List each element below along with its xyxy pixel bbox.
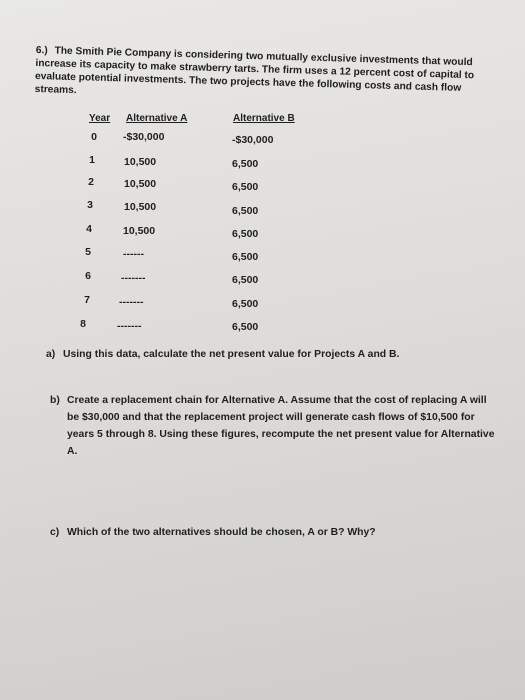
table-row-alt-a: ------	[123, 248, 144, 260]
table-row-alt-a: 10,500	[124, 178, 157, 190]
part-b-label: b)	[50, 395, 60, 406]
table-row-alt-b: 6,500	[232, 274, 259, 286]
table-row-alt-a: 10,500	[124, 156, 157, 168]
question-intro-text: The Smith Pie Company is considering two mutually exclusive investments that would increase its capacity to make strawberry tarts. The firm uses a 12 percent cost of capital to evaluate potential investments. The two projects have the following costs and cash flow streams.	[34, 45, 475, 97]
table-row-year: 8	[80, 318, 86, 330]
header-alternative-b: Alternative B	[233, 113, 295, 124]
table-row-year: 1	[89, 154, 95, 166]
part-a	[46, 346, 486, 366]
table-row-alt-a: -$30,000	[123, 131, 165, 143]
table-row-alt-a: -------	[119, 296, 144, 308]
part-c	[50, 524, 490, 544]
table-row-alt-a: 10,500	[123, 225, 156, 237]
part-b-text: Create a replacement chain for Alternative A. Assume that the cost of replacing A will be $30,000 and that the replacement project will generate cash flows of $10,500 for years 5 through 8. Using these figures, recompute the net present value for Alternative A.	[67, 395, 495, 457]
table-row-alt-b: 6,500	[232, 158, 259, 170]
table-row-alt-b: 6,500	[232, 205, 259, 217]
part-a-text: Using this data, calculate the net present value for Projects A and B.	[63, 349, 400, 360]
question-number: 6.)	[35, 44, 48, 57]
table-row-alt-b: 6,500	[232, 228, 259, 240]
part-c-label: c)	[50, 527, 60, 538]
question-intro	[35, 44, 496, 109]
part-a-label: a)	[46, 349, 56, 360]
table-row-year: 4	[86, 223, 92, 235]
table-row-alt-b: 6,500	[232, 321, 259, 333]
table-row-year: 6	[85, 270, 91, 282]
table-row-year: 2	[88, 176, 94, 188]
table-row-alt-a: -------	[117, 320, 142, 332]
table-row-alt-a: -------	[121, 272, 146, 284]
part-b	[50, 392, 498, 472]
table-row-year: 5	[85, 246, 91, 258]
part-c-text: Which of the two alternatives should be chosen, A or B? Why?	[67, 527, 376, 538]
header-alternative-a: Alternative A	[126, 113, 188, 124]
table-row-alt-b: 6,500	[232, 181, 259, 193]
table-row-alt-b: -$30,000	[232, 134, 274, 146]
table-row-alt-b: 6,500	[232, 298, 259, 310]
table-row-alt-a: 10,500	[124, 201, 157, 213]
table-row-year: 3	[87, 199, 93, 211]
header-year: Year	[89, 113, 111, 124]
table-row-year: 0	[91, 131, 97, 143]
table-row-year: 7	[84, 294, 90, 306]
table-row-alt-b: 6,500	[232, 251, 259, 263]
